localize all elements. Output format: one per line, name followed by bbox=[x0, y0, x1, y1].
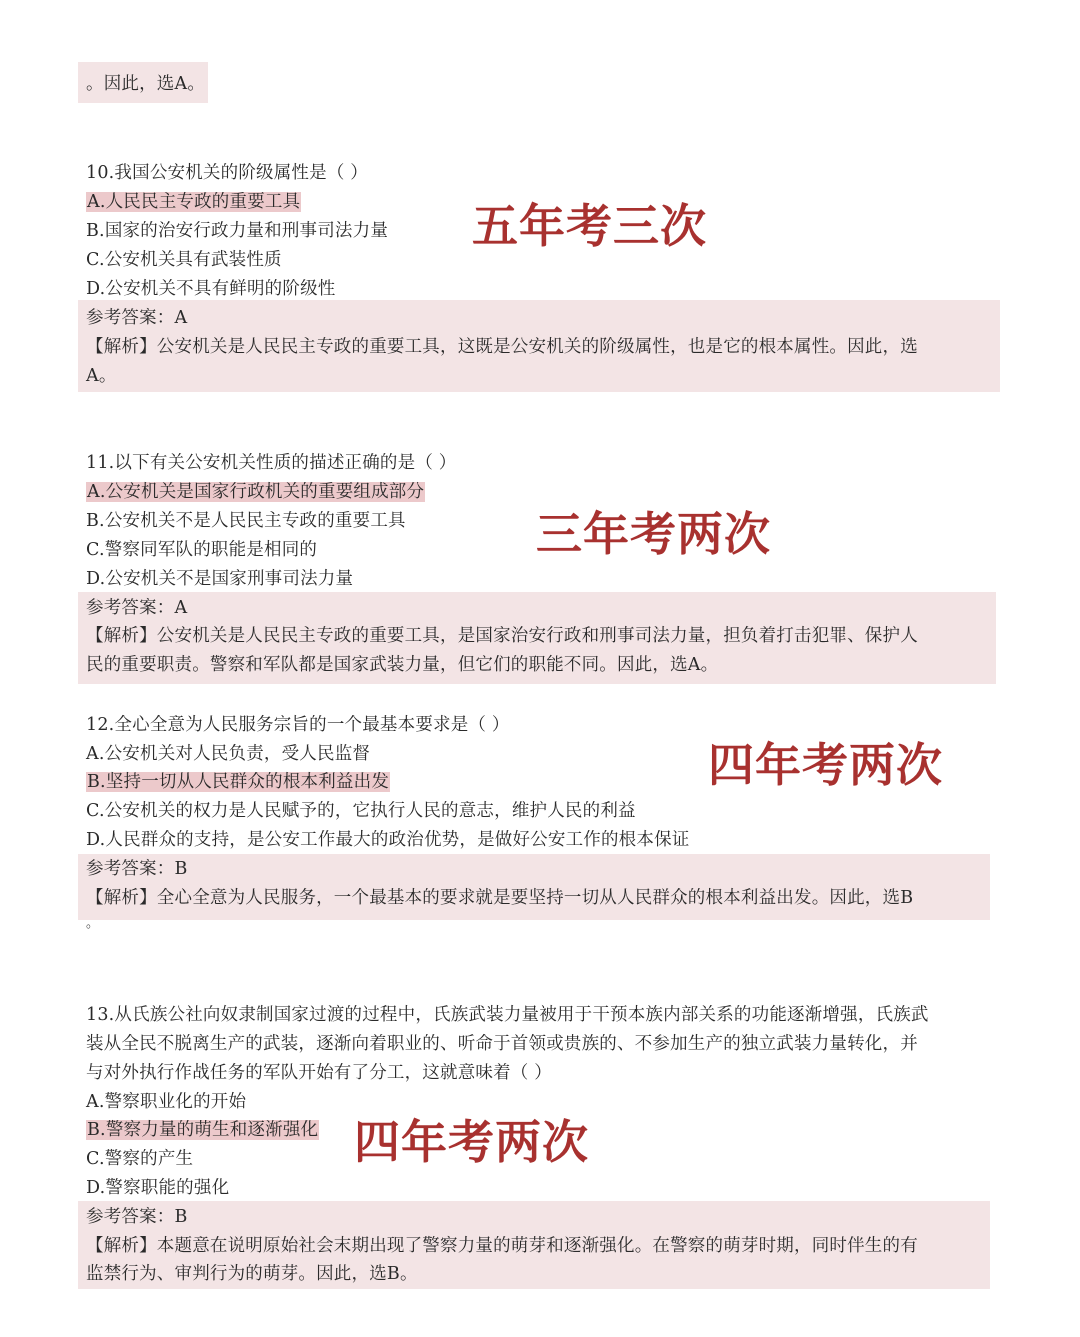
answer-label: 参考答案：A bbox=[86, 308, 188, 328]
option-a bbox=[86, 480, 425, 504]
answer-label: 参考答案：B bbox=[86, 1207, 188, 1227]
frequency-stamp: 三年考两次 bbox=[536, 507, 771, 561]
option-b bbox=[86, 770, 390, 794]
intro-tail-text: 。因此，选A。 bbox=[86, 74, 206, 94]
option-c: C.警察的产生 bbox=[86, 1149, 194, 1169]
question-stem: 10.我国公安机关的阶级属性是（ ） bbox=[86, 163, 368, 183]
correct-option-highlight: B.坚持一切从人民群众的根本利益出发 bbox=[87, 772, 390, 792]
option-d: D.警察职能的强化 bbox=[86, 1178, 230, 1198]
question-stem: 13.从氏族公社向奴隶制国家过渡的过程中，氏族武装力量被用于干预本族内部关系的功能逐渐增强，氏族武 bbox=[86, 1005, 929, 1025]
option-b: B.国家的治安行政力量和刑事司法力量 bbox=[86, 221, 389, 241]
question-stem: 12.全心全意为人民服务宗旨的一个最基本要求是（ ） bbox=[86, 715, 510, 735]
correct-option-highlight: B.警察力量的萌生和逐渐强化 bbox=[87, 1120, 319, 1140]
correct-option-highlight: A.公安机关是国家行政机关的重要组成部分 bbox=[87, 482, 425, 502]
option-c: C.公安机关的权力是人民赋予的，它执行人民的意志，维护人民的利益 bbox=[86, 801, 636, 821]
option-c: C.警察同军队的职能是相同的 bbox=[86, 540, 318, 560]
option-a: A.警察职业化的开始 bbox=[86, 1092, 247, 1112]
option-a bbox=[86, 190, 301, 214]
option-b bbox=[86, 1118, 319, 1142]
option-b: B.公安机关不是人民民主专政的重要工具 bbox=[86, 511, 406, 531]
analysis-line: 【解析】全心全意为人民服务，一个最基本的要求就是要坚持一切从人民群众的根本利益出发。因此，选B bbox=[86, 888, 914, 908]
question-stem: 装从全民不脱离生产的武装，逐渐向着职业的、听命于首领或贵族的、不参加生产的独立武装力量转化，并 bbox=[86, 1034, 918, 1054]
question-stem: 11.以下有关公安机关性质的描述正确的是（ ） bbox=[86, 453, 457, 473]
correct-option-highlight: A.人民民主专政的重要工具 bbox=[87, 192, 301, 212]
analysis-line: 【解析】公安机关是人民民主专政的重要工具，是国家治安行政和刑事司法力量，担负着打击犯罪、保护人 bbox=[86, 626, 918, 646]
option-c: C.公安机关具有武装性质 bbox=[86, 250, 282, 270]
frequency-stamp: 四年考两次 bbox=[354, 1115, 589, 1169]
analysis-line: 民的重要职责。警察和军队都是国家武装力量，但它们的职能不同。因此，选A。 bbox=[86, 655, 719, 675]
option-d: D.人民群众的支持，是公安工作最大的政治优势，是做好公安工作的根本保证 bbox=[86, 830, 690, 850]
analysis-line: A。 bbox=[86, 366, 117, 386]
option-d: D.公安机关不具有鲜明的阶级性 bbox=[86, 279, 336, 299]
answer-label: 参考答案：B bbox=[86, 859, 188, 879]
answer-label: 参考答案：A bbox=[86, 598, 188, 618]
analysis-line: 监禁行为、审判行为的萌芽。因此，选B。 bbox=[86, 1264, 418, 1284]
analysis-line: 。 bbox=[86, 916, 100, 931]
analysis-line: 【解析】公安机关是人民民主专政的重要工具，这既是公安机关的阶级属性，也是它的根本属性。因此，选 bbox=[86, 337, 918, 357]
frequency-stamp: 五年考三次 bbox=[472, 199, 707, 253]
frequency-stamp: 四年考两次 bbox=[708, 738, 943, 792]
question-stem: 与对外执行作战任务的军队开始有了分工，这就意味着（ ） bbox=[86, 1063, 552, 1083]
analysis-line: 【解析】本题意在说明原始社会末期出现了警察力量的萌芽和逐渐强化。在警察的萌芽时期，同时伴生的有 bbox=[86, 1236, 918, 1256]
option-d: D.公安机关不是国家刑事司法力量 bbox=[86, 569, 354, 589]
option-a: A.公安机关对人民负责，受人民监督 bbox=[86, 744, 371, 764]
